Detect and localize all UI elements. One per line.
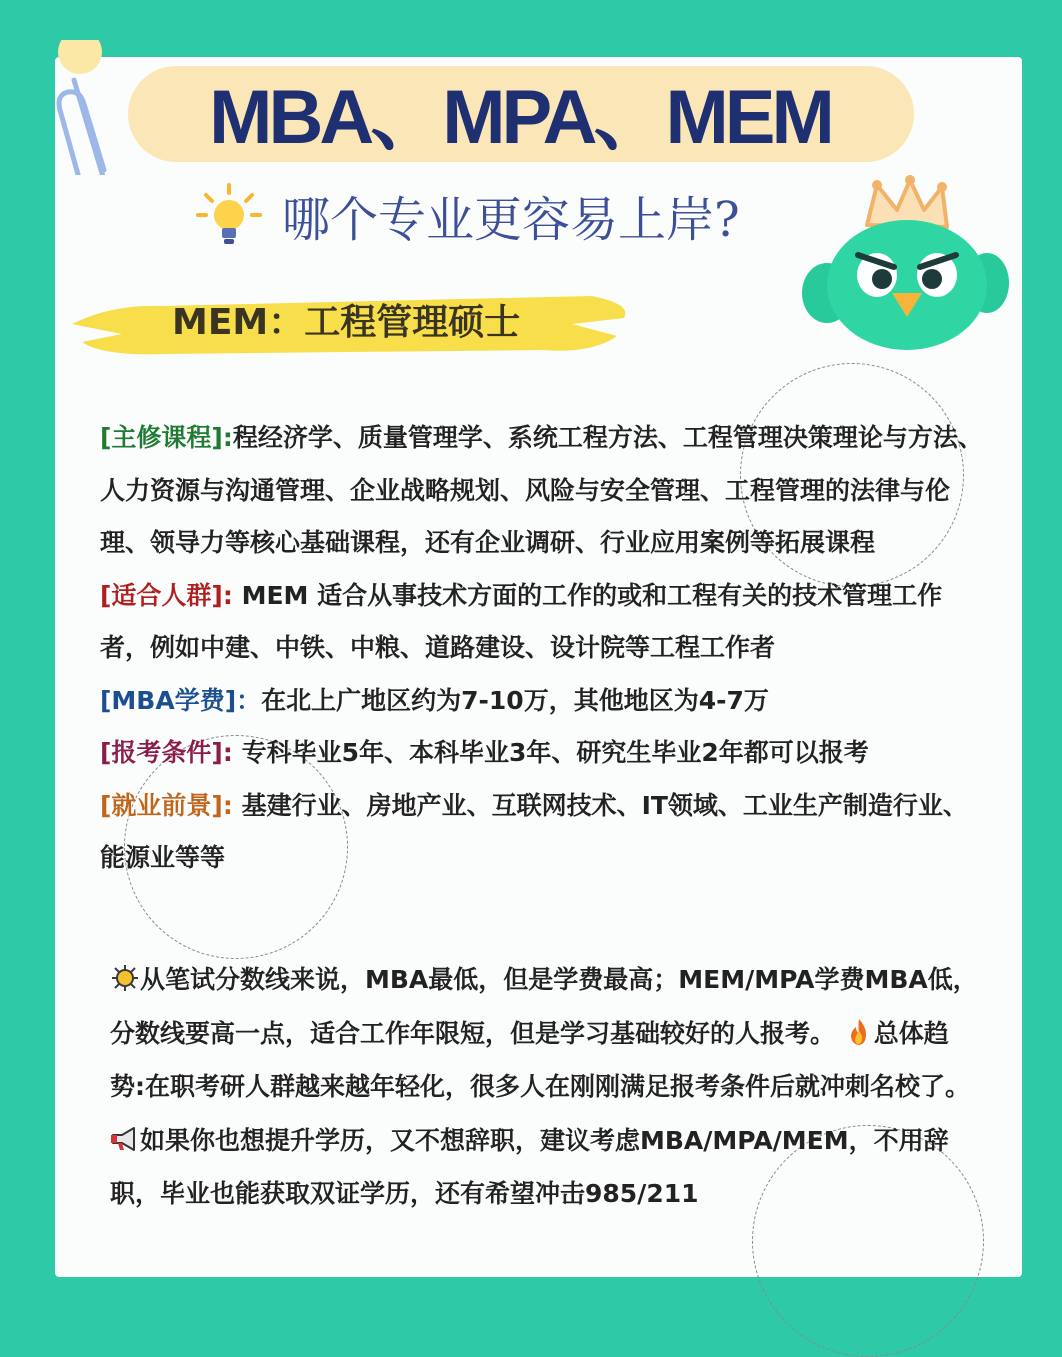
sun-icon xyxy=(110,964,140,992)
detail-courses xyxy=(100,412,985,570)
detail-text: 基建行业、房地产业、互联网技术、IT领域、工业生产制造行业、能源业等等 xyxy=(100,790,968,872)
detail-text: 程经济学、质量管理学、系统工程方法、工程管理决策理论与方法、人力资源与沟通管理、企业战略规划、风险与安全管理、工程管理的法律与伦理、领导力等核心基础课程，还有企业调研、行业应用案例等拓展课程 xyxy=(100,423,983,557)
note-paragraph xyxy=(110,1114,980,1221)
lightbulb-icon xyxy=(196,183,262,249)
note-paragraph xyxy=(110,953,980,1114)
note-text: 如果你也想提升学历，又不想辞职，建议考虑MBA/MPA/MEM，不用辞职，毕业也能获取双证学历，还有希望冲击985/211 xyxy=(110,1125,949,1208)
section-heading: MEM：工程管理硕士 xyxy=(172,302,521,343)
detail-tag: [主修课程]: xyxy=(100,423,233,452)
trend-text: 总体趋势:在职考研人群越来越年轻化，很多人在刚刚满足报考条件后就冲刺名校了。 xyxy=(110,1018,971,1101)
subtitle: 哪个专业更容易上岸? xyxy=(282,192,740,248)
megaphone-icon xyxy=(110,1125,140,1153)
detail-tag: [就业前景]: xyxy=(100,790,233,820)
note-text: 从笔试分数线来说，MBA最低，但是学费最高；MEM/MPA学费MBA低，分数线要高一点，适合工作年限短，但是学习基础较好的人报考。 xyxy=(110,965,978,1048)
paperclip-icon xyxy=(52,40,132,175)
crowned-bird-mascot xyxy=(792,175,1012,355)
page-title: MBA、MPA、MEM xyxy=(209,75,831,160)
detail-audience xyxy=(100,570,985,675)
detail-tuition xyxy=(100,675,985,728)
detail-text: 在北上广地区约为7-10万，其他地区为4-7万 xyxy=(261,685,769,715)
detail-tag: [MBA学费]： xyxy=(100,685,262,715)
detail-tag: [适合人群]: xyxy=(100,580,233,610)
notes-section xyxy=(110,953,980,1221)
detail-tag: [报考条件]: xyxy=(100,738,233,767)
fire-icon xyxy=(844,1018,874,1046)
detail-requirements xyxy=(100,727,985,780)
detail-section xyxy=(100,412,985,885)
detail-text: 专科毕业5年、本科毕业3年、研究生毕业2年都可以报考 xyxy=(232,738,869,767)
detail-text: MEM 适合从事技术方面的工作的或和工程有关的技术管理工作者，例如中建、中铁、中粮、道路建设、设计院等工程工作者 xyxy=(100,580,943,662)
detail-prospects xyxy=(100,780,985,885)
